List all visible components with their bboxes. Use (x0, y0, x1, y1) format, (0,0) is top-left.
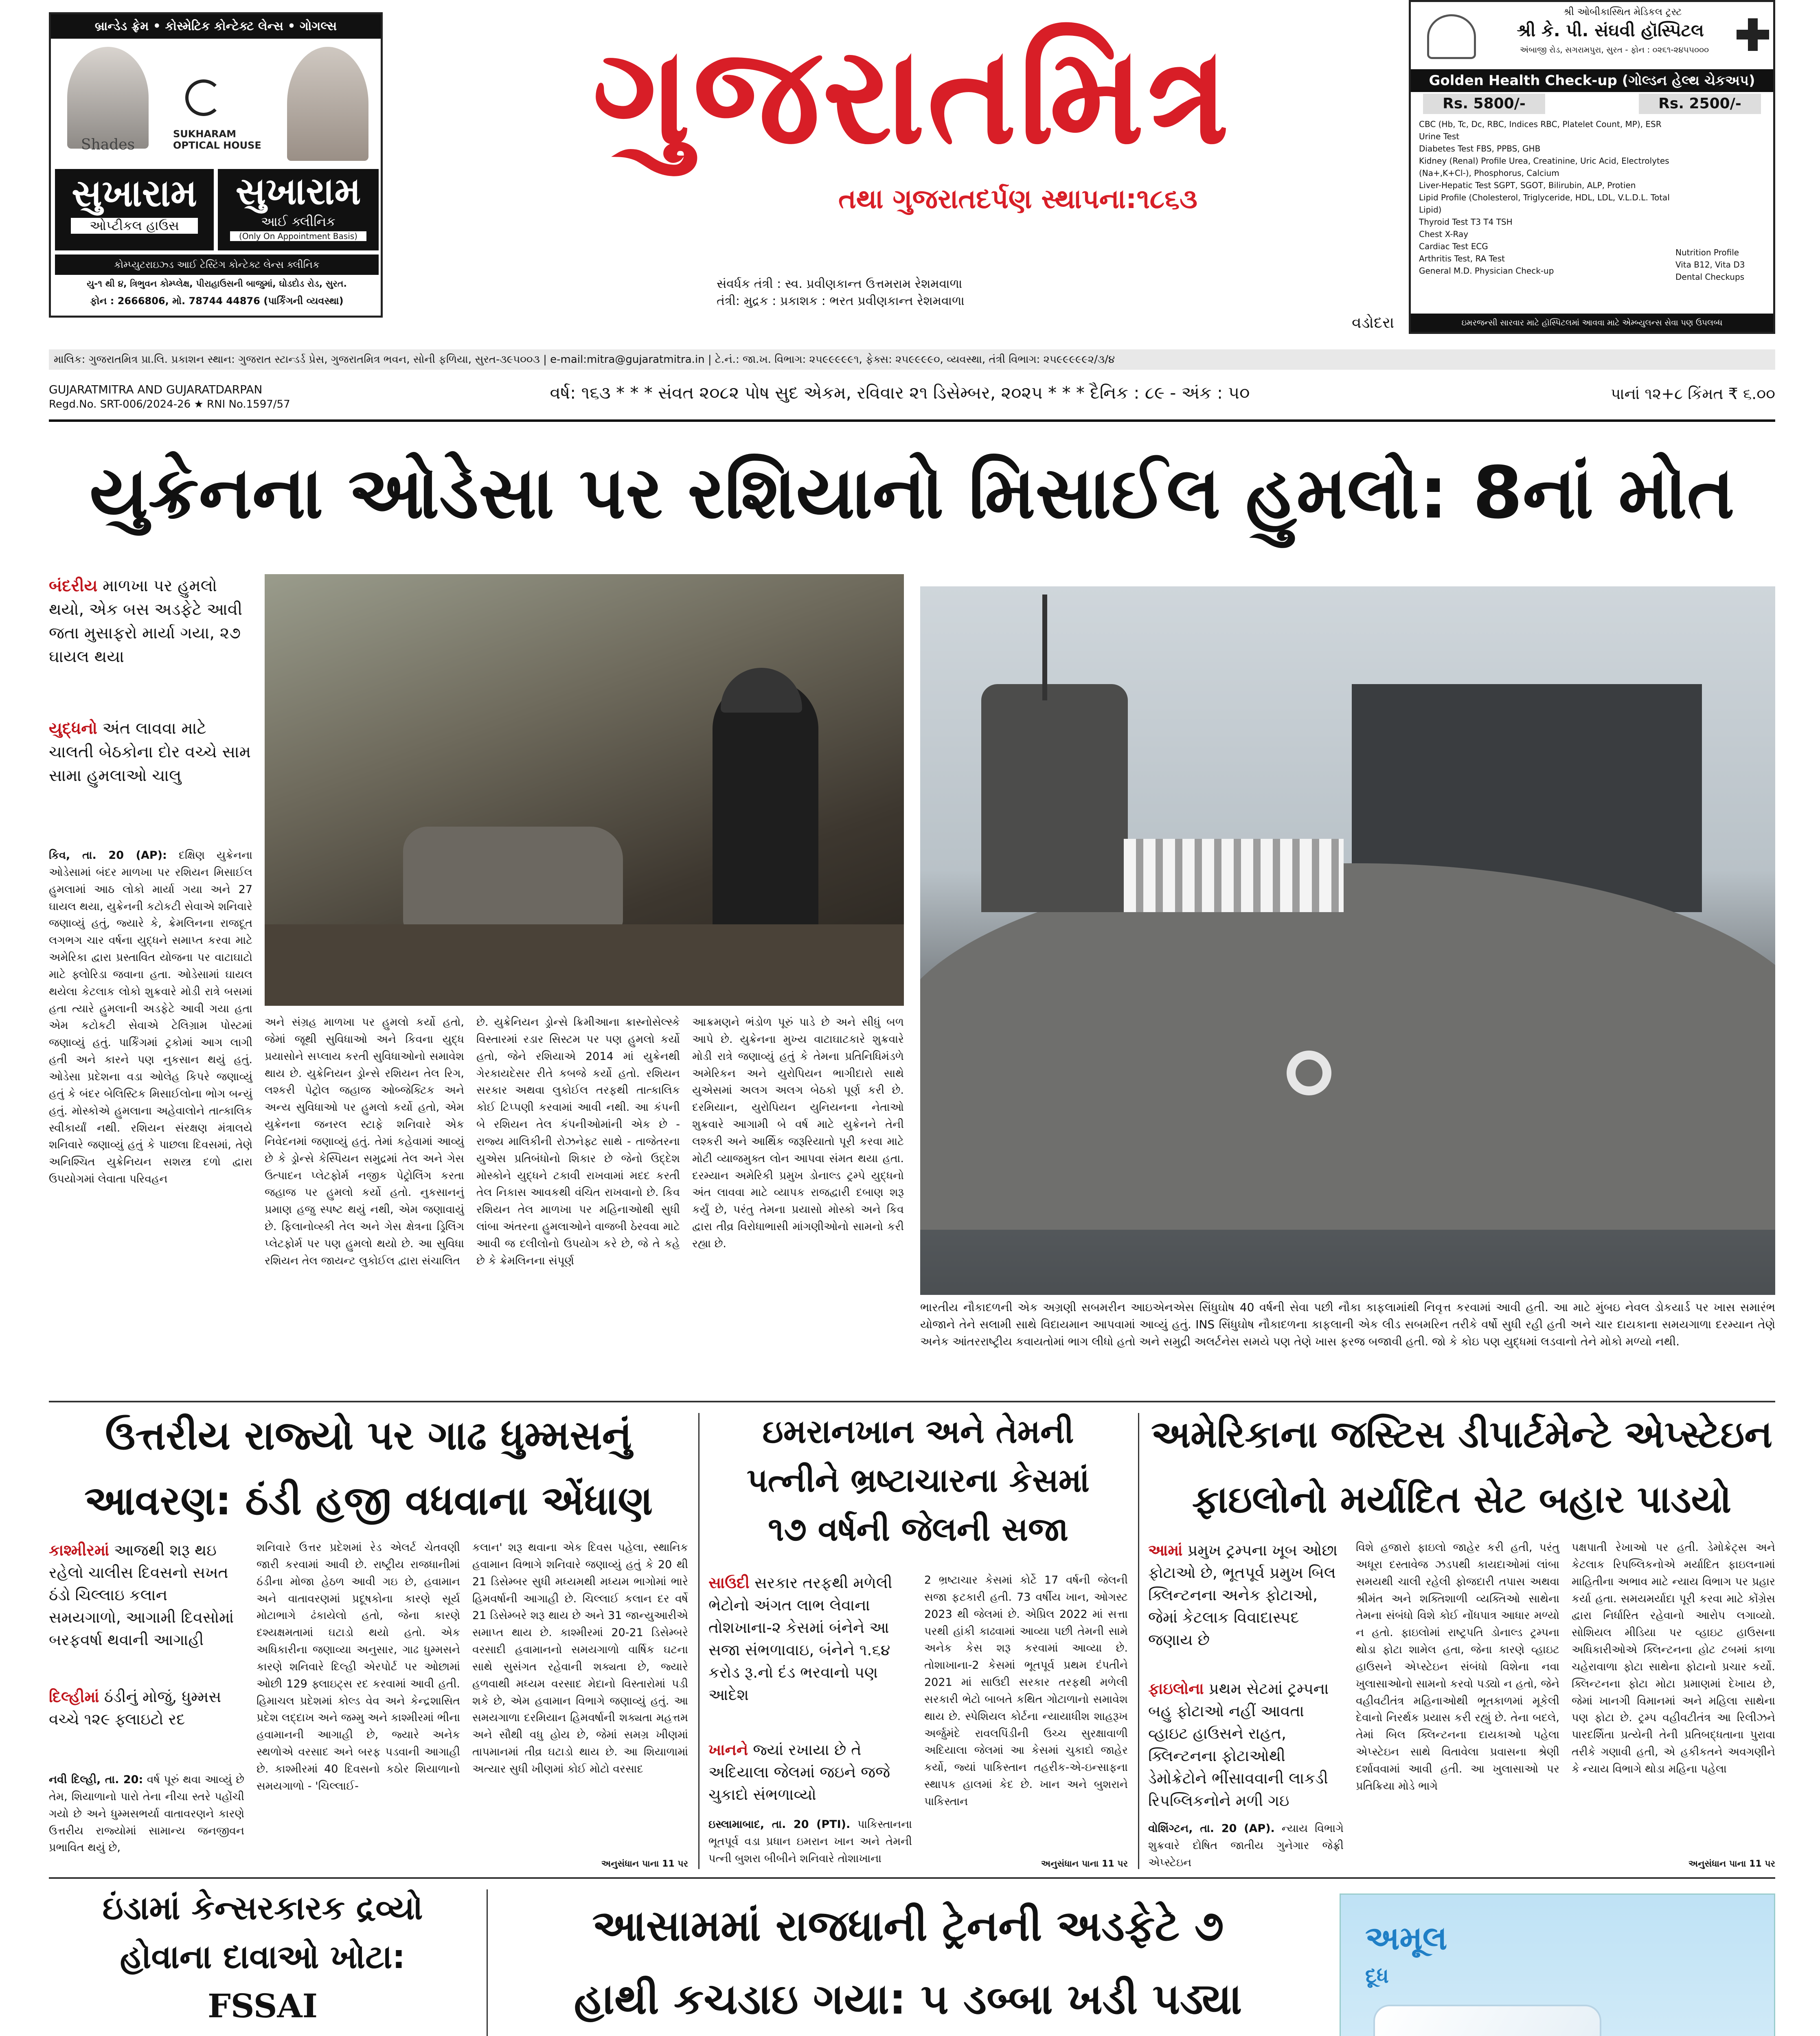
clinic-sub: આઈ ક્લીનિક (261, 214, 335, 229)
test-item: Chest X-Ray (1419, 229, 1469, 239)
imran-headline-3: ૧૭ વર્ષની જેલની સજા (768, 1510, 1068, 1548)
fog-lead-2-text: ઠંડીનું મોજું, ધુમ્મસ વચ્ચે ૧૨૯ ફ્લાઇટો રદ (49, 1688, 221, 1729)
imran-dateline: ઇસ્લામાબાદ, તા. 20 (PTI). (708, 1818, 851, 1831)
main-dateline: કિવ, તા. 20 (AP): (49, 849, 167, 862)
fog-headline-1: ઉત્તરીય રાજ્યો પર ગાઢ ધુમ્મસનું (105, 1413, 632, 1459)
epstein-lead-2-text: પ્રથમ સેટમાં ટ્રમ્પના બહુ ફોટાઓ નહીં આવતા વ્હાઇટ હાઉસને રાહત, ક્લિન્ટનના ફોટાઓથી ડેમોક્રેટોને ભીંસાવવાની લાકડી રિપબ્લિકનોને મળી ગઇ (1148, 1680, 1329, 1810)
test-item: Diabetes Test FBS, PPBS, GHB (1419, 144, 1541, 154)
main-lead-2 (49, 717, 252, 788)
epstein-lead-2-bold: ફાઇલોના (1148, 1680, 1204, 1698)
test-item: Cardiac Test ECG (1419, 241, 1488, 251)
firefighter-helmet (721, 668, 802, 713)
main-col-3: છે. યુક્રેનિયન ડ્રોન્સે ક્રિમીઆના ક્રાસ્નોસેલ્સ્કે વિસ્તારમાં રડાર સિસ્ટમ પર પણ હુમલો કર્યો હતો, જેને રશિયાએ 2014 માં યુક્રેનથી ગેરકાયદેસર રીતે કબજે કર્યો હતો. રશિયન સરકાર અથવા લુકોઈલ તરફથી તાત્કાલિક કોઈ ટિપ્પણી કરવામાં આવી નથી. આ કંપની બે રશિયન તેલ કંપનીઓમાંની એક છે - રાજ્ય માલિકીની રોઝનેફ્ટ સાથે - તાજેતરના યુએસ પ્રતિબંધોનો શિકાર છે જેનો ઉદ્દેશ મોસ્કોને યુદ્ધને ટકાવી રાખવામાં મદદ કરતી તેલ નિકાસ આવકથી વંચિત રાખવાનો છે. કિવ રશિયન તેલ માળખા પર મહિનાઓથી સુધી લાંબા અંતરના હુમલાઓને વાજબી ઠેરવવા માટે આવી જ દલીલોનો ઉપયોગ કરે છે, જે તે કહે છે કે ક્રેમલિનના સંપૂર્ણ (476, 1016, 680, 1267)
ad-sukharam-optical[interactable] (49, 12, 383, 318)
submarine-photo (920, 586, 1775, 1295)
epstein-lead-1 (1148, 1539, 1344, 1651)
fog-lead-1-bold: કાશ્મીરમાં (49, 1541, 110, 1559)
eye-logo-icon (185, 79, 222, 116)
checkup-price-2: Rs. 2500/- (1639, 94, 1761, 114)
fog-col-2: શનિવારે ઉત્તર પ્રદેશમાં રેડ એલર્ટ ચેતવણી જારી કરવામાં આવી છે. રાષ્ટ્રીય રાજધાનીમાં ઠંડીના મોજા હેઠળ આવી ગઇ છે, હવામાન અને વાતાવરણમાં પ્રદૂષકોના કારણે સૂર્ય મોટાભાગે ઢંકાયેલો હતો, જેના કારણે દશ્યક્ષમતામાં ઘટાડો થયો હતો. એક અધિકારીના જણાવ્યા અનુસાર, ગાઢ ધુમ્મસને કારણે શનિવારે દિલ્હી એરપોર્ટ પર ઓછામાં ઓછી 129 ફ્લાઇટ્સ રદ કરવામાં આવી હતી. હિમાચલ પ્રદેશમાં કોલ્ડ વેવ અને કેન્દ્રશાસિત પ્રદેશ લદ્દાખ અને જમ્મુ અને કાશ્મીરમાં ભીના હવામાનની આગાહી છે, જ્યારે અનેક સ્થળોએ વરસાદ અને બરફ પડવાની આગાહી છે. કાશ્મીરમાં 40 દિવસનો કઠોર શિયાળાનો સમયગાળો - 'ચિલ્લાઈ- (257, 1541, 460, 1792)
egg-headline-3: FSSAI (207, 1987, 318, 2025)
fog-lead-1-text: આજથી શરૂ થઇ રહેલો ચાલીસ દિવસનો સખત ઠંડો ચિલ્લાઇ કલાન સમયગાળો, આગામી દિવસોમાં બરફવર્ષા થવાની આગાહી (49, 1541, 234, 1649)
fog-col-3: કલાન' શરૂ થવાના એક દિવસ પહેલા, સ્થાનિક હવામાન વિભાગે શનિવારે જણાવ્યું હતું કે 20 થી 21 ડિસેમ્બર સુધી મધ્યમથી મધ્યમ ભાગોમાં ભારે હિમવર્ષાની આગાહી છે. ચિલ્લાઈ કલાન દર વર્ષે 21 ડિસેમ્બરે શરૂ થાય છે અને 31 જાન્યુઆરીએ સમાપ્ત થાય છે. કાશ્મીરમાં 20-21 ડિસેમ્બરે વરસાદી હવામાનનો સમયગાળો વાર્ષિક ઘટના સાથે સુસંગત રહેવાની શક્યતા છે, જ્યારે હળવાથી મધ્યમ વરસાદ મેદાનો વિસ્તારોમાં પડી શકે છે, એમ હવામાન વિભાગે જણાવ્યું હતું. આ સમયગાળા દરમિયાન હિમવર્ષાની શક્યતા મહત્તમ અને સૌથી વધુ હોય છે, જેમાં સમગ્ર ખીણમાં તાપમાનમાં તીવ્ર ઘટાડો થાય છે. આ શિયાળામાં અત્યાર સુધી ખીણમાં કોઈ મોટો વરસાદ (472, 1541, 688, 1775)
optical-house-label: SUKHARAM OPTICAL HOUSE (173, 128, 261, 151)
divider-row-1 (49, 1401, 1775, 1402)
test-item: Dental Checkups (1675, 272, 1745, 282)
amul-ad[interactable] (1340, 1893, 1775, 2036)
main-headline: યુક્રેનના ઓડેસા પર રશિયાનો મિસાઈલ હુમલો: 8નાં મોત (89, 451, 1735, 535)
checkup-test-list (1419, 118, 1671, 277)
fog-col-1-text: વર્ષ પૂરું થવા આવ્યું છે તેમ, શિયાળાનો પારો તેના નીચા સ્તરે પહોંચી ગયો છે અને ધુમ્મસભર્યા વાતાવરણને કારણે ઉત્તરીય રાજ્યોમાં સામાન્ય જનજીવન પ્રભાવિત થયું છે, (49, 1773, 244, 1854)
fog-col-1 (49, 1771, 244, 1869)
odessa-attack-photo (265, 574, 904, 1006)
epstein-dateline: વોશિંગ્ટન, તા. 20 (AP). (1148, 1822, 1275, 1835)
submarine-sail (981, 684, 1128, 912)
epstein-lead-1-bold: આમાં (1148, 1541, 1183, 1559)
shades-logo: Shades (81, 136, 135, 153)
lifebuoy-icon (1287, 1051, 1331, 1095)
ad-kp-sanghvi-hospital[interactable] (1409, 0, 1775, 334)
sukharam-clinic-name (218, 169, 379, 250)
test-item: Urine Test (1419, 132, 1460, 141)
epstein-col-1 (1148, 1820, 1344, 1869)
imran-lead-2-text: જ્યાં રખાયા છે તે અદિયાલા જેલમાં જઇને જજે ચુકાદો સંભળાવ્યો (708, 1741, 890, 1804)
masthead-tagline: તથા ગુજરાતદર્પણ સ્થાપના:૧૮૬૩ (838, 183, 1198, 215)
ad-model-photo-right (287, 47, 368, 161)
main-lead-2-text: અંત લાવવા માટે ચાલતી બેઠકોના દોર વચ્ચે સામ સામા હુમલાઓ ચાલુ (49, 719, 251, 785)
fog-lead-1 (49, 1539, 244, 1651)
edition-label: વડોદરા (1352, 314, 1395, 331)
main-col-4: આક્રમણને ભંડોળ પૂરું પાડે છે અને સીધું બળ આપે છે. યુક્રેનના મુખ્ય વાટાઘાટકારે શુક્રવારે મોડી રાત્રે જણાવ્યું હતું કે તેમના પ્રતિનિધિમંડળે અમેરિકન અને યુરોપિયન ભાગીદારો સાથે યુએસમાં અલગ અલગ બેઠકો પૂર્ણ કરી છે. દરમિયાન, યુરોપિયન યુનિયનના નેતાઓ શુક્રવારે આગામી બે વર્ષ માટે યુક્રેનને તેની લશ્કરી અને આર્થિક જરૂરિયાતો પૂરી કરવા માટે મોટી વ્યાજમુક્ત લોન આપવા સંમત થયા હતા. દરમ્યાન અમેરિકી પ્રમુખ ડોનાલ્ડ ટ્રમ્પે યુદ્ધનો અંત લાવવા માટે વ્યાપક રાજદ્વારી દબાણ શરૂ કર્યું છે, પરંતુ તેમના પ્રયાસો મોસ્કો અને કિવ દ્વારા તીવ્ર વિરોધાભાસી માંગણીઓનો સામનો કરી રહ્યા છે. (692, 1016, 904, 1250)
hospital-logo-icon (1427, 14, 1476, 59)
editor-line: સંવર્ધક તંત્રી : સ્વ. પ્રવીણકાન્ત ઉત્તમરામ રેશમવાળા (717, 277, 963, 291)
egg-headline-2: હોવાના દાવાઓ ખોટા: (120, 1938, 406, 1976)
ad-left-phone: ફોન : 2666806, મો. 78744 44876 (પાર્કિંગની વ્યવસ્થા) (90, 295, 344, 307)
naval-crew (1124, 839, 1344, 912)
regd-name: GUJARATMITRA AND GUJARATDARPAN (49, 383, 263, 396)
owner-line: માલિક: ગુજરાતમિત્ર પ્રા.લિ. પ્રકાશન સ્થાન: ગુજરાત સ્ટાન્ડર્ડ પ્રેસ, ગુજરાતમિત્ર ભવન, સોની ફળિયા, સુરત-૩૯૫૦૦૩ | e-mail:mitra@gujaratmitra.in | ટે.નં.: જા.ખ. વિભાગ: ૨૫૯૯૯૯૯૧, ફેક્સ: ૨૫૯૯૯૯૦, વ્યવસ્થા, તંત્રી વિભાગ: ૨૫૯૯૯૯૯૨/૩/૪ (49, 349, 1775, 370)
fog-dateline: નવી દિલ્હી, તા. 20: (49, 1773, 143, 1786)
test-item: Arthritis Test, RA Test (1419, 254, 1505, 263)
test-item: Thyroid Test T3 T4 TSH (1419, 217, 1513, 227)
epstein-continue[interactable]: અનુસંધાન પાના 11 પર (1688, 1859, 1775, 1869)
main-col-1 (49, 847, 252, 1393)
imran-lead-1-text: સરકાર તરફથી મળેલી ભેટોનો અંગત લાભ લેવાના તોશખાના-૨ કેસમાં બંનેને આ સજા સંભળાવાઇ, બંનેને ૧.૬૪ કરોડ રૂ.નો દંડ ભરવાનો પણ આદેશ (708, 1574, 892, 1704)
divider-col-1 (698, 1413, 699, 1869)
clinic-appointment: (Only On Appointment Basis) (230, 231, 367, 241)
rubble-shape (265, 924, 904, 1006)
ad-left-address: યુ-૧ થી ૪, ત્રિભુવન કોમ્પ્લેક્ષ, પીરાહાઉસની બાજુમાં, ઘોડદોડ રોડ, સુરત. (87, 279, 347, 289)
main-col-1-text: દક્ષિણ યુક્રેનના ઓડેસામાં બંદર માળખા પર રશિયન મિસાઈલ હુમલામાં આઠ લોકો માર્યા ગયા અને 27 ઘાયલ થયા, યુક્રેનની કટોકટી સેવાએ શનિવારે જણાવ્યું હતું, જ્યારે કે, ક્રેમલિનના રાજદૂત લગભગ ચાર વર્ષના યુદ્ધને સમાપ્ત કરવા માટે અમેરિકા દ્વારા પ્રસ્તાવિત યોજના પર વાટાઘાટો માટે ફ્લોરિડા જવાના હતા. ઓડેસામાં ઘાયલ થયેલા કેટલાક લોકો શુક્રવારે મોડી રાત્રે બસમાં હતા ત્યારે હુમલાની અડફેટે આવી ગયા હતા એમ કટોકટી સેવાએ ટેલિગ્રામ પોસ્ટમાં જણાવ્યું હતું. પાર્કિંગમાં ટ્રકોમાં આગ લાગી હતી અને કારને પણ નુકસાન થયું હતું. ઓડેસા પ્રદેશના વડા ઓલેહ કિપરે જણાવ્યું હતું કે બંદર બેલિસ્ટિક મિસાઈલોના ભોગ બન્યું હતું. મોસ્કોએ હુમલાના અહેવાલોને તાત્કાલિક સ્વીકાર્યાં નથી. રશિયન સંરક્ષણ મંત્રાલયે શનિવારે જણાવ્યું હતું કે પાછલા દિવસમાં, તેણે અનિશ્ચિત યુક્રેનિયન સશસ્ત્ર દળો દ્વારા ઉપયોગમાં લેવાતા પરિવહન (49, 849, 252, 1186)
fog-headline-2: આવરણ: ઠંડી હજી વધવાના એંધાણ (84, 1478, 653, 1524)
imran-lead-2-bold: ખાનને (708, 1741, 748, 1759)
regd-no: Regd.No. SRT-006/2024-26 ★ RNI No.1597/57 (49, 398, 290, 410)
main-lead-1-bold: બંદરીય (49, 577, 98, 595)
epstein-headline-1: અમેરિકાના જસ્ટિસ ડીપાર્ટમેન્ટે એપ્સ્ટેઇન (1151, 1413, 1772, 1456)
fog-lead-2 (49, 1686, 244, 1731)
amul-title: અમૂલ (1365, 1919, 1447, 1957)
sukharam-optical-name (55, 169, 214, 250)
submarine-hull (920, 863, 1775, 1230)
epstein-lead-1-text: પ્રમુખ ટ્રમ્પના ખૂબ ઓછા ફોટાઓ છે, ભૂતપૂર્વ પ્રમુખ બિલ ક્લિન્ટનના અનેક ફોટાઓ, જેમાં કેટલાક વિવાદાસ્પદ જણાય છે (1148, 1541, 1338, 1649)
epstein-col-3: પક્ષપાતી રેખાઓ પર હતી. ડેમોક્રેટ્સ અને કેટલાક રિપબ્લિકનોએ મર્યાદિત ફાઇલનામાં માહિતીના અભાવ માટે ન્યાય વિભાગ પર પ્રહાર કર્યા હતા. સમયમર્યાદા પૂરી કરવા માટે કોંગ્રેસ દ્વારા નિર્ધારિત રહેવાનો આરોપ લગાવ્યો. સોશિયલ મીડિયા પર વ્હાઇટ હાઉસના અધિકારીઓએ ક્લિન્ટનના હોટ ટબમાં કાળા ચહેરાવાળા ફોટા સાથેના ફોટાનો પ્રચાર કર્યો. ક્લિન્ટનના ફોટા મોટા પ્રમાણમાં દેખાય છે, જેમાં ખાનગી વિમાનમાં અને મહિલા સાથેના પણ ફોટા છે. ટ્રમ્પ વહીવટીતંત્ર આ રિલીઝને પારદર્શિતા પ્રત્યેની તેની પ્રતિબદ્ધતાના પુરાવા તરીકે ગણાવી હતી, એ હકીકતને અવગણીને કે ન્યાય વિભાગે થોડા મહિના પહેલા (1572, 1541, 1775, 1775)
checkup-test-list-right (1675, 246, 1769, 283)
imran-headline-1: ઇમરાનખાન અને તેમની (762, 1413, 1074, 1450)
checkup-price-1: Rs. 5800/- (1423, 94, 1545, 114)
ad-model-photo-left (67, 47, 149, 149)
epstein-col-2: વિશે હજારો ફાઇલો જાહેર કરી હતી, પરંતુ અધૂરા દસ્તાવેજ ઝડપથી કાયદાઓમાં લાંબા સમયથી ચાલી રહેલી ફોજદારી તપાસ અથવા શ્રીમંત અને શક્તિશાળી વ્યક્તિઓ સાથેના તેમના સંબંધો વિશે કોઈ નોંધપાત્ર આધાર મળ્યો ન હતો. ફાઇલોમાં રાષ્ટ્રપતિ ડોનાલ્ડ ટ્રમ્પના થોડા ફોટા શામેલ હતા, જેના કારણે વ્હાઇટ હાઉસને એપ્સ્ટેઇન સંબંધો વિશેના નવા ખુલાસાઓનો સામનો કરવો પડ્યો ન હતો, જેને વહીવટીતંત્ર મહિનાઓથી ભૂતકાળમાં મૂકેલી દેવાનો નિરર્થક પ્રયાસ કરી રહ્યું છે. તેના બદલે, તેમાં બિલ ક્લિન્ટનના દાયકાઓ પહેલા એપ્સ્ટેઇન સાથે વિતાવેલા પ્રવાસના શ્રેણી દર્શાવવામાં આવી હતી. આ ખુલાસાઓ પર પ્રતિક્રિયા મોડે ભાગે (1356, 1541, 1559, 1792)
imran-lead-2 (708, 1739, 912, 1806)
epstein-col-1-text: ન્યાય વિભાગે શુક્રવારે દોષિત જાતીય ગુનેગાર જેફ્રી એપ્સ્ટેઇન (1148, 1822, 1344, 1869)
test-item: CBC (Hb, Tc, Dc, RBC, Indices RBC, Platelet Count, MP), ESR (1419, 119, 1662, 129)
fog-continue[interactable]: અનુસંધાન પાના 11 પર (601, 1859, 688, 1869)
main-lead-1 (49, 574, 252, 669)
divider-col-2 (1138, 1413, 1139, 1869)
milk-pouch (1373, 2005, 1601, 2036)
publisher-line: તંત્રી: મુદ્રક : પ્રકાશક : ભરત પ્રવીણકાન્ત રેશમવાળા (717, 294, 965, 308)
egg-headline-1: ઇંડામાં કેન્સરકારક દ્રવ્યો (102, 1889, 423, 1927)
test-item: General M.D. Physician Check-up (1419, 266, 1554, 276)
imran-continue[interactable]: અનુસંધાન પાના 11 પર (1041, 1859, 1128, 1869)
ad-left-top-band: બ્રાન્ડેડ ફ્રેમ • કોસ્મેટિક કોન્ટેક્ટ લેન્સ • ગોગલ્સ (51, 14, 381, 39)
flag-pole (1042, 595, 1047, 700)
main-col-2: અને સંગ્રહ માળખા પર હુમલો કર્યો હતો, જેમાં જૂથી સુવિધાઓ અને કિવના યુદ્ધ પ્રયાસોને સપ્લાય કરતી સુવિધાઓનો સમાવેશ થાય છે. યુક્રેનિયન ડ્રોન્સે રશિયન તેલ રિગ, લશ્કરી પેટ્રોલ જહાજ ઓબ્જેક્ટિક અને અન્ય સુવિધાઓ પર હુમલો કર્યો હતો, એમ યુક્રેનના જનરલ સ્ટાફે શનિવારે એક નિવેદનમાં જણાવ્યું હતું. તેમાં કહેવામાં આવ્યું છે કે ડ્રોન્સે કેસ્પિયન સમુદ્રમાં તેલ અને ગેસ ઉત્પાદન પ્લેટફોર્મ નજીક પેટ્રોલિંગ કરતા જહાજ પર હુમલો કર્યો હતો. નુકસાનનું પ્રમાણ હજુ સ્પષ્ટ થયું નથી, એમ જણાવાયું છે. ફિલાનોવ્સ્કી તેલ અને ગેસ ક્ષેત્રના ડ્રિલિંગ પ્લેટફોર્મ પર પણ હુમલો થયો છે. આ સુવિધા રશિયન તેલ જાયન્ટ લુકોઈલ દ્વારા સંચાલિત (265, 1016, 464, 1267)
test-item: Vita B12, Vita D3 (1675, 260, 1745, 270)
checkup-title: Golden Health Check-up (ગોલ્ડન હેલ્થ ચેકઅપ) (1411, 69, 1773, 92)
ad-left-services: કોમ્પ્યુટરાઇઝ્ડ આઈ ટેસ્ટિંગ કોન્ટેક્ટ લેન્સ ક્લીનિક (55, 254, 379, 275)
imran-col-2: 2 ભ્રષ્ટાચાર કેસમાં કોર્ટે 17 વર્ષની જેલની સજા ફટકારી હતી. 73 વર્ષીય ખાન, ઓગસ્ટ 2023 થી જેલમાં છે. એપ્રિલ 2022 માં સત્તા પરથી હાંકી કાઢવામાં આવ્યા પછી તેમની સામે અનેક કેસ શરૂ કરવામાં આવ્યા છે. તોશાખાના-2 કેસમાં ભૂતપૂર્વ પ્રથમ દંપતીને 2021 માં સાઉદી સરકાર તરફથી મળેલી સરકારી ભેટો બાબતે કથિત ગોટાળાનો સમાવેશ થાય છે. સ્પેશિયલ કોર્ટના ન્યાયાધીશ શાહરૂખ અર્જુમંદે રાવલપિંડીની ઉચ્ચ સુરક્ષાવાળી અદિયાલા જેલમાં આ કેસમાં ચુકાદો જાહેર કર્યો, જ્યાં પાકિસ્તાન તહરીક-એ-ઇન્સાફના સ્થાપક હાલમાં કેદ છે. ખાન અને બુશરાને પાકિસ્તાન (924, 1574, 1128, 1808)
assam-headline-2: હાથી કચડાઇ ગયા: ૫ ડબ્બા ખડી પડ્યા (574, 1974, 1242, 2024)
price-line: પાનાં ૧૨+૮ કિંમત ₹ ૬.૦૦ (1610, 385, 1775, 403)
imran-col-1-text: પાકિસ્તાનના ભૂતપૂર્વ વડા પ્રધાન ઇમરાન ખાન અને તેમની પત્ની બુશરા બીબીને શનિવારે તોશાખાના (708, 1818, 912, 1865)
burnt-car-shape (403, 827, 623, 932)
amul-sub: દૂધ (1365, 1964, 1389, 1988)
optical-sub: ઓપ્ટીકલ હાઉસ (71, 218, 198, 234)
hospital-footer: ઇમરજન્સી સારવાર માટે હૉસ્પિટલમાં આવવા માટે એમ્બ્યુલન્સ સેવા પણ ઉપલબ્ધ (1411, 314, 1773, 332)
epstein-lead-2 (1148, 1678, 1344, 1812)
main-lead-2-bold: યુદ્ધનો (49, 719, 97, 738)
test-item: Nutrition Profile (1675, 248, 1739, 257)
divider-col-3 (487, 1889, 488, 2036)
hospital-name: શ્રી કે. પી. સંઘવી હૉસ્પિટલ (1517, 20, 1704, 40)
imran-lead-1 (708, 1572, 912, 1707)
imran-col-1 (708, 1816, 912, 1869)
hospital-address: અંબાજી રોડ, સગરામપુરા, સુરત - ફોન : ૦૨૬૧-૨૪૫૫૦૦૦ (1520, 45, 1709, 55)
imran-headline-2: પત્નીને ભ્રષ્ટાચારના કેસમાં (746, 1461, 1090, 1499)
submarine-caption: ભારતીય નૌકાદળની એક અગ્રણી સબમરીન આઇએનએસ સિંધુઘોષ 40 વર્ષની સેવા પછી નૌકા કાફલામાંથી નિવૃત્ત કરવામાં આવી હતી. આ માટે મુંબઇ નેવલ ડોકયાર્ડ પર ખાસ સમારંભ યોજાને તેને સલામી સાથે વિદાયમાન આપવામાં આવ્યું હતું. INS સિંધુઘોષ નૌકાદળના કાફલાની એક લીડ સબમરિન તરીકે વર્ષો સુધી રહી હતી અને ચાર દાયકાના સમયગાળા દરમ્યાન તેણે અનેક આંતરરાષ્ટ્રીય કવાયતોમાં ભાગ લીધો હતો અને સમુદ્રી અલર્ટનેસ સમયે પણ તેણે ખાસ ફરજ બજાવી હતી. જો કે કોઇ પણ યુદ્ધમાં લડવાનો તેને મોકો મળ્યો નથી. (920, 1301, 1775, 1348)
optical-name: સુખારામ (72, 171, 197, 215)
test-item: Kidney (Renal) Profile Urea, Creatinine, Uric Acid, Electrolytes (Na+,K+Cl-), Phosphorus, Calcium (1419, 156, 1669, 178)
test-item: Liver-Hepatic Test SGPT, SGOT, Bilirubin, ALP, Protien (1419, 180, 1636, 190)
clinic-name: સુખારામ (235, 169, 361, 213)
assam-headline-1: આસામમાં રાજધાની ટ્રેનની અડફેટે ૭ (592, 1901, 1224, 1950)
epstein-headline-2: ફાઇલોનો મર્યાદિત સેટ બહાર પાડયો (1192, 1478, 1732, 1521)
fog-lead-2-bold: દિલ્હીમાં (49, 1688, 99, 1706)
date-line: વર્ષ: ૧૬૩ * * * સંવત ૨૦૮૨ પોષ સુદ એકમ, રવિવાર ૨૧ ડિસેમ્બર, ૨૦૨૫ * * * દૈનિક : ૮૯ - અંક : ૫૦ (550, 383, 1250, 403)
masthead-title: ગુજરાતમિત્ર (592, 18, 1232, 174)
main-lead-1-text: માળખા પર હુમલો થયો, એક બસ અડફેટે આવી જતા મુસાફરો માર્યા ગયા, ૨૭ ઘાયલ થયા (49, 577, 243, 666)
masthead-divider (49, 419, 1775, 422)
hospital-trust: શ્રી ઓબીકાસ્થિત મેડિકલ ટ્રસ્ટ (1563, 6, 1682, 18)
divider-row-2 (49, 1877, 1775, 1879)
test-item: Lipid Profile (Cholesterol, Triglyceride, HDL, LDL, V.L.D.L. Total Lipid) (1419, 193, 1670, 215)
imran-lead-1-bold: સાઉદી (708, 1574, 750, 1592)
medical-cross-icon (1737, 18, 1769, 51)
